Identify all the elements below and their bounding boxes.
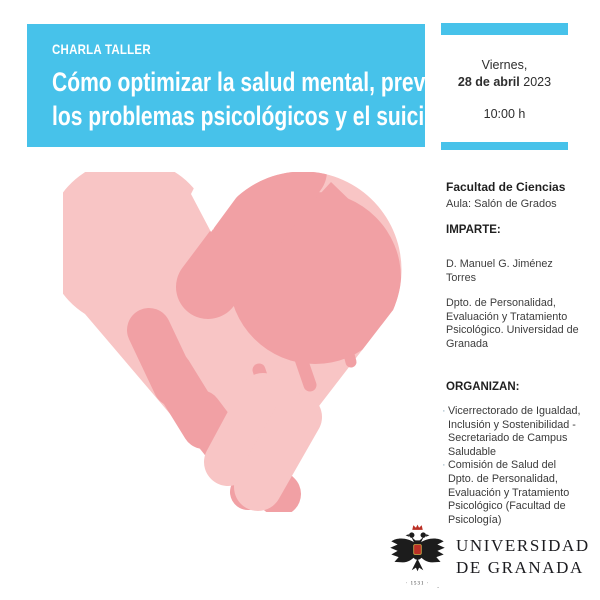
date-line <box>441 74 568 91</box>
date-year: 2023 <box>523 75 552 89</box>
handshake-heart-illustration <box>63 172 403 512</box>
event-title-line2: los problemas psicológicos y el suicidio <box>52 101 456 131</box>
title-box <box>27 24 464 147</box>
event-kicker: CHARLA TALLER <box>52 41 151 57</box>
organizer-text: Comisión de Salud del Dpto. de Personalidad, Evaluación y Tratamiento Psicológico (Facultad de Psicología) <box>448 459 570 526</box>
organizers-list <box>442 405 584 527</box>
event-title-line1: Cómo optimizar la salud mental, prevenir <box>52 67 464 97</box>
organizer-text: Vicerrectorado de Igualdad, Inclusión y Sostenibilidad - Secretariado de Campus Saludable <box>448 405 581 458</box>
date-weekday: Viernes, <box>481 58 528 72</box>
ugr-wordmark-line2: DE GRANADA <box>456 557 584 577</box>
organizer-item <box>442 459 584 527</box>
venue-name: Facultad de Ciencias <box>446 180 566 194</box>
bullet-dot: · <box>442 405 446 417</box>
ugr-emblem-seal <box>384 521 451 588</box>
speaker-department: Dpto. de Personalidad, Evaluación y Tratamiento Psicológico. Universidad de Granada <box>446 297 579 350</box>
organizer-item <box>442 405 584 459</box>
double-headed-eagle <box>390 525 444 572</box>
ugr-wordmark <box>456 535 590 578</box>
speaker-name: D. Manuel G. Jiménez Torres <box>446 258 553 284</box>
bullet-dot: · <box>442 459 446 472</box>
imparte-label: IMPARTE: <box>446 224 501 236</box>
venue-block <box>446 181 584 211</box>
ugr-wordmark-line1: UNIVERSIDAD <box>456 536 590 555</box>
organizan-label: ORGANIZAN: <box>446 381 520 393</box>
date-box <box>441 23 568 150</box>
venue-room: Aula: Salón de Grados <box>446 197 557 210</box>
date-day: 28 de abril <box>457 75 520 89</box>
light-fingers <box>228 397 298 487</box>
emblem-founding-year: · 1531 · <box>405 581 430 587</box>
event-time: 10:00 h <box>483 107 526 121</box>
emblem-ring-text <box>391 587 448 588</box>
event-title <box>52 65 464 133</box>
